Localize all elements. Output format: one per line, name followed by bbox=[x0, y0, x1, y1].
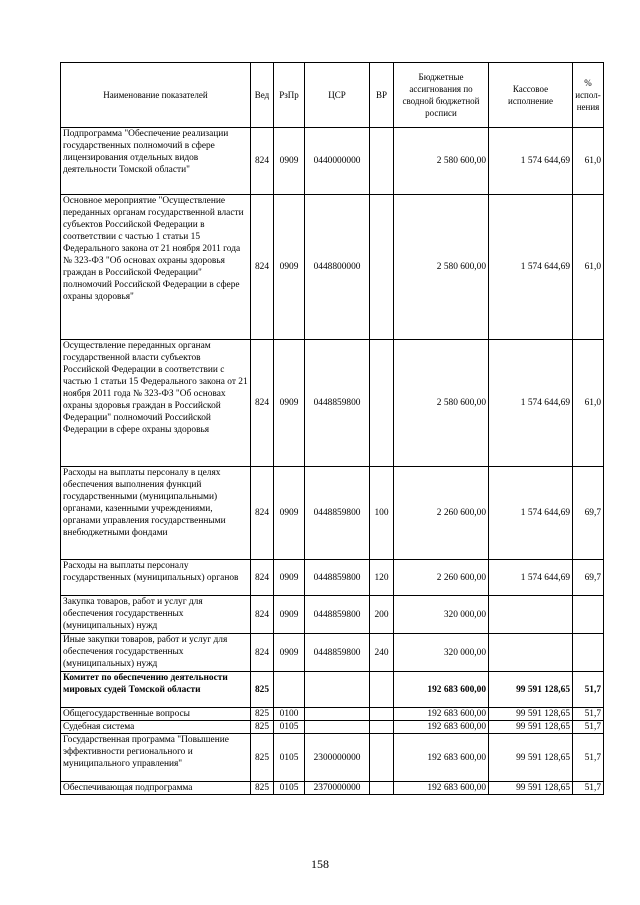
cell-rzpr: 0105 bbox=[274, 721, 305, 734]
cell-budget: 192 683 600,00 bbox=[394, 708, 489, 721]
cell-csr: 0448859800 bbox=[305, 467, 370, 560]
cell-csr: 0448859800 bbox=[305, 560, 370, 596]
cell-cash: 99 591 128,65 bbox=[489, 734, 573, 782]
cell-rzpr: 0909 bbox=[274, 634, 305, 672]
cell-rzpr: 0909 bbox=[274, 596, 305, 634]
cell-cash: 1 574 644,69 bbox=[489, 340, 573, 467]
cell-vr: 120 bbox=[370, 560, 394, 596]
cell-vr bbox=[370, 782, 394, 795]
table-row bbox=[61, 596, 604, 634]
cell-name: Общегосударственные вопросы bbox=[61, 708, 251, 721]
cell-percent: 61,0 bbox=[573, 195, 604, 340]
table-row bbox=[61, 782, 604, 795]
cell-vr: 200 bbox=[370, 596, 394, 634]
cell-csr: 0448859800 bbox=[305, 596, 370, 634]
cell-ved: 825 bbox=[251, 672, 274, 708]
cell-vr bbox=[370, 195, 394, 340]
cell-rzpr: 0909 bbox=[274, 560, 305, 596]
cell-csr bbox=[305, 708, 370, 721]
cell-name: Расходы на выплаты персоналу государственных (муниципальных) органов bbox=[61, 560, 251, 596]
cell-ved: 825 bbox=[251, 721, 274, 734]
cell-budget: 192 683 600,00 bbox=[394, 734, 489, 782]
cell-csr bbox=[305, 721, 370, 734]
table-row bbox=[61, 195, 604, 340]
cell-percent bbox=[573, 634, 604, 672]
cell-cash: 99 591 128,65 bbox=[489, 721, 573, 734]
cell-cash bbox=[489, 634, 573, 672]
cell-name: Закупка товаров, работ и услуг для обеспечения государственных (муниципальных) нужд bbox=[61, 596, 251, 634]
cell-rzpr bbox=[274, 672, 305, 708]
table-row bbox=[61, 128, 604, 195]
cell-budget: 320 000,00 bbox=[394, 634, 489, 672]
page-number: 158 bbox=[311, 857, 329, 871]
cell-percent: 51,7 bbox=[573, 672, 604, 708]
cell-budget: 192 683 600,00 bbox=[394, 672, 489, 708]
cell-name: Расходы на выплаты персоналу в целях обеспечения выполнения функций государственными (муниципальными) органами, казенными учреждениями, органами управления государственными внебюджетными фондами bbox=[61, 467, 251, 560]
cell-csr: 0448800000 bbox=[305, 195, 370, 340]
cell-rzpr: 0909 bbox=[274, 128, 305, 195]
cell-vr bbox=[370, 734, 394, 782]
cell-csr: 0448859800 bbox=[305, 340, 370, 467]
cell-budget: 2 260 600,00 bbox=[394, 560, 489, 596]
cell-budget: 192 683 600,00 bbox=[394, 782, 489, 795]
cell-vr: 100 bbox=[370, 467, 394, 560]
table-row bbox=[61, 734, 604, 782]
table-row bbox=[61, 708, 604, 721]
header-name: Наименование показателей bbox=[61, 63, 251, 128]
header-cash: Кассовое исполнение bbox=[489, 63, 573, 128]
cell-name: Основное мероприятие "Осуществление переданных органам государственной власти субъектов Российской Федерации в соответствии с частью 1 статьи 15 Федерального закона от 21 ноября 2011 года № 323-ФЗ "Об основах охраны здоровья граждан в Российской Федерации" полномочий Российской Федерации в сфере охраны здоровья" bbox=[61, 195, 251, 340]
cell-percent: 69,7 bbox=[573, 560, 604, 596]
table-row bbox=[61, 634, 604, 672]
cell-ved: 824 bbox=[251, 128, 274, 195]
cell-csr: 2300000000 bbox=[305, 734, 370, 782]
cell-budget: 2 580 600,00 bbox=[394, 340, 489, 467]
header-csr: ЦСР bbox=[305, 63, 370, 128]
cell-rzpr: 0105 bbox=[274, 734, 305, 782]
cell-budget: 2 580 600,00 bbox=[394, 195, 489, 340]
cell-cash: 99 591 128,65 bbox=[489, 708, 573, 721]
header-percent: % испол-нения bbox=[573, 63, 604, 128]
cell-ved: 825 bbox=[251, 734, 274, 782]
cell-csr: 0448859800 bbox=[305, 634, 370, 672]
cell-vr bbox=[370, 672, 394, 708]
cell-percent: 51,7 bbox=[573, 782, 604, 795]
cell-rzpr: 0909 bbox=[274, 467, 305, 560]
cell-vr bbox=[370, 708, 394, 721]
header-rzpr: РзПр bbox=[274, 63, 305, 128]
cell-ved: 824 bbox=[251, 560, 274, 596]
cell-rzpr: 0105 bbox=[274, 782, 305, 795]
cell-name: Судебная система bbox=[61, 721, 251, 734]
cell-name: Осуществление переданных органам государственной власти субъектов Российской Федерации в соответствии с частью 1 статьи 15 Федерального закона от 21 ноября 2011 года № 323-ФЗ "Об основах охраны здоровья граждан в Российской Федерации" полномочий Российской Федерации в сфере охраны здоровья bbox=[61, 340, 251, 467]
cell-csr: 0440000000 bbox=[305, 128, 370, 195]
cell-name: Государственная программа "Повышение эффективности регионального и муниципального управления" bbox=[61, 734, 251, 782]
budget-table bbox=[60, 62, 604, 795]
cell-ved: 825 bbox=[251, 782, 274, 795]
cell-rzpr: 0100 bbox=[274, 708, 305, 721]
cell-vr bbox=[370, 128, 394, 195]
cell-rzpr: 0909 bbox=[274, 340, 305, 467]
cell-percent: 61,0 bbox=[573, 128, 604, 195]
cell-ved: 824 bbox=[251, 340, 274, 467]
header-ved: Вед bbox=[251, 63, 274, 128]
cell-ved: 825 bbox=[251, 708, 274, 721]
cell-rzpr: 0909 bbox=[274, 195, 305, 340]
cell-percent: 69,7 bbox=[573, 467, 604, 560]
cell-cash: 1 574 644,69 bbox=[489, 560, 573, 596]
cell-cash: 99 591 128,65 bbox=[489, 672, 573, 708]
cell-csr: 2370000000 bbox=[305, 782, 370, 795]
cell-percent: 51,7 bbox=[573, 708, 604, 721]
cell-vr bbox=[370, 340, 394, 467]
table-row bbox=[61, 672, 604, 708]
cell-cash: 99 591 128,65 bbox=[489, 782, 573, 795]
table-header-row bbox=[61, 63, 604, 128]
cell-cash: 1 574 644,69 bbox=[489, 467, 573, 560]
cell-name: Иные закупки товаров, работ и услуг для обеспечения государственных (муниципальных) нужд bbox=[61, 634, 251, 672]
cell-name: Подпрограмма "Обеспечение реализации государственных полномочий в сфере лицензирования отдельных видов деятельности Томской области" bbox=[61, 128, 251, 195]
cell-budget: 320 000,00 bbox=[394, 596, 489, 634]
cell-ved: 824 bbox=[251, 596, 274, 634]
cell-cash bbox=[489, 596, 573, 634]
table-row bbox=[61, 560, 604, 596]
cell-name: Комитет по обеспечению деятельности мировых судей Томской области bbox=[61, 672, 251, 708]
table-row bbox=[61, 340, 604, 467]
cell-ved: 824 bbox=[251, 195, 274, 340]
cell-percent: 51,7 bbox=[573, 721, 604, 734]
header-vr: ВР bbox=[370, 63, 394, 128]
cell-vr bbox=[370, 721, 394, 734]
cell-vr: 240 bbox=[370, 634, 394, 672]
table-row bbox=[61, 467, 604, 560]
cell-budget: 2 260 600,00 bbox=[394, 467, 489, 560]
cell-percent: 61,0 bbox=[573, 340, 604, 467]
cell-name: Обеспечивающая подпрограмма bbox=[61, 782, 251, 795]
cell-ved: 824 bbox=[251, 467, 274, 560]
cell-cash: 1 574 644,69 bbox=[489, 128, 573, 195]
header-budget: Бюджетные ассигнования по сводной бюджетной росписи bbox=[394, 63, 489, 128]
cell-percent: 51,7 bbox=[573, 734, 604, 782]
cell-budget: 2 580 600,00 bbox=[394, 128, 489, 195]
cell-cash: 1 574 644,69 bbox=[489, 195, 573, 340]
cell-budget: 192 683 600,00 bbox=[394, 721, 489, 734]
table-row bbox=[61, 721, 604, 734]
cell-ved: 824 bbox=[251, 634, 274, 672]
cell-csr bbox=[305, 672, 370, 708]
cell-percent bbox=[573, 596, 604, 634]
